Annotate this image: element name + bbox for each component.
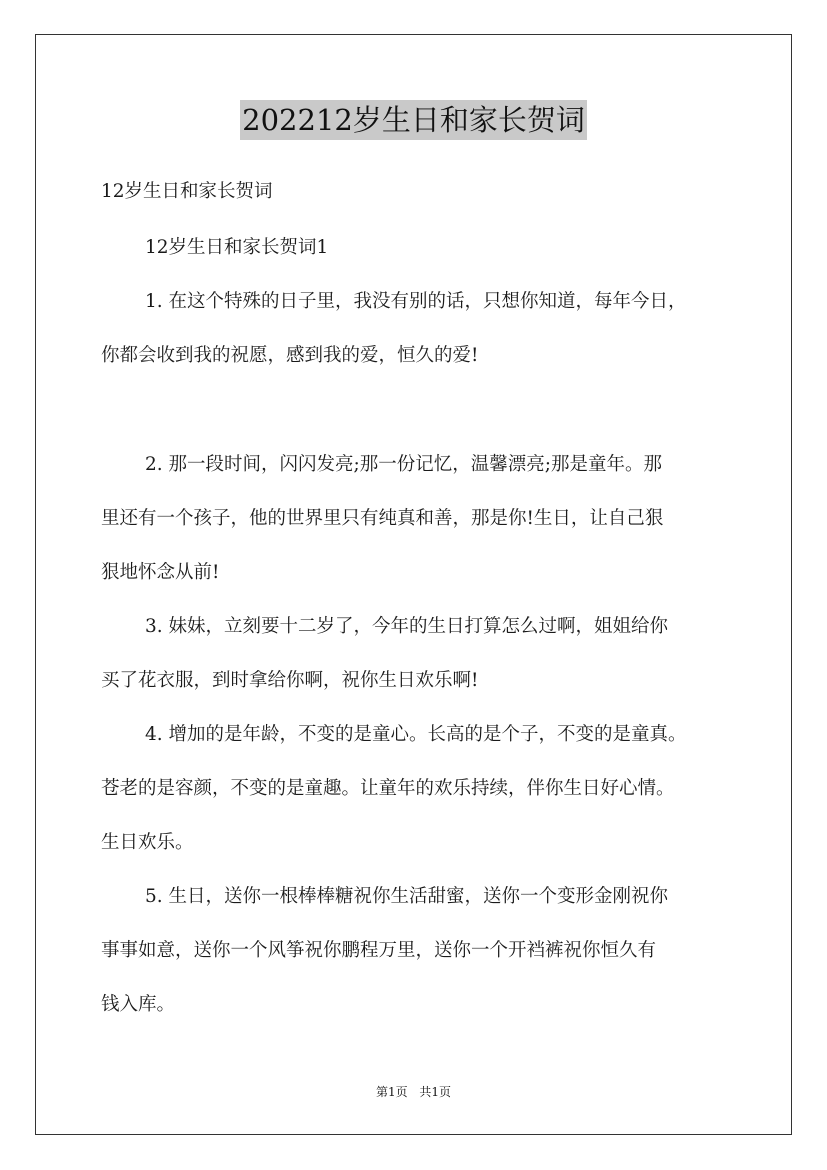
paragraph-4-line-3: 生日欢乐。 — [101, 832, 194, 853]
paragraph-4-line-2: 苍老的是容颜，不变的是童趣。让童年的欢乐持续，伴你生日好心情。 — [101, 778, 675, 799]
document-subtitle: 12岁生日和家长贺词 — [101, 181, 273, 202]
paragraph-5-line-3: 钱入库。 — [101, 994, 176, 1015]
paragraph-2-line-1: 2. 那一段时间，闪闪发亮;那一份记忆，温馨漂亮;那是童年。那 — [145, 454, 662, 475]
paragraph-3-line-2: 买了花衣服，到时拿给你啊，祝你生日欢乐啊! — [101, 670, 479, 691]
paragraph-5-line-1: 5. 生日，送你一根棒棒糖祝你生活甜蜜，送你一个变形金刚祝你 — [145, 886, 669, 907]
page-number: 第1页 — [375, 1085, 408, 1099]
paragraph-2-line-2: 里还有一个孩子，他的世界里只有纯真和善，那是你!生日，让自己狠 — [101, 508, 664, 529]
paragraph-3-line-1: 3. 妹妹，立刻要十二岁了，今年的生日打算怎么过啊，姐姐给你 — [145, 616, 669, 637]
paragraph-1-line-2: 你都会收到我的祝愿，感到我的爱，恒久的爱! — [101, 345, 479, 366]
paragraph-4-line-1: 4. 增加的是年龄，不变的是童心。长高的是个子，不变的是童真。 — [145, 724, 687, 745]
page-footer — [0, 1083, 827, 1101]
paragraph-1-line-1: 1. 在这个特殊的日子里，我没有别的话，只想你知道，每年今日， — [145, 291, 687, 312]
paragraph-5-line-2: 事事如意，送你一个风筝祝你鹏程万里，送你一个开裆裤祝你恒久有 — [101, 940, 657, 961]
section-heading: 12岁生日和家长贺词1 — [145, 237, 329, 258]
title-wrap — [0, 100, 827, 140]
page-total: 共1页 — [419, 1085, 452, 1099]
paragraph-2-line-3: 狠地怀念从前! — [101, 562, 220, 583]
document-title: 202212岁生日和家长贺词 — [240, 100, 587, 140]
